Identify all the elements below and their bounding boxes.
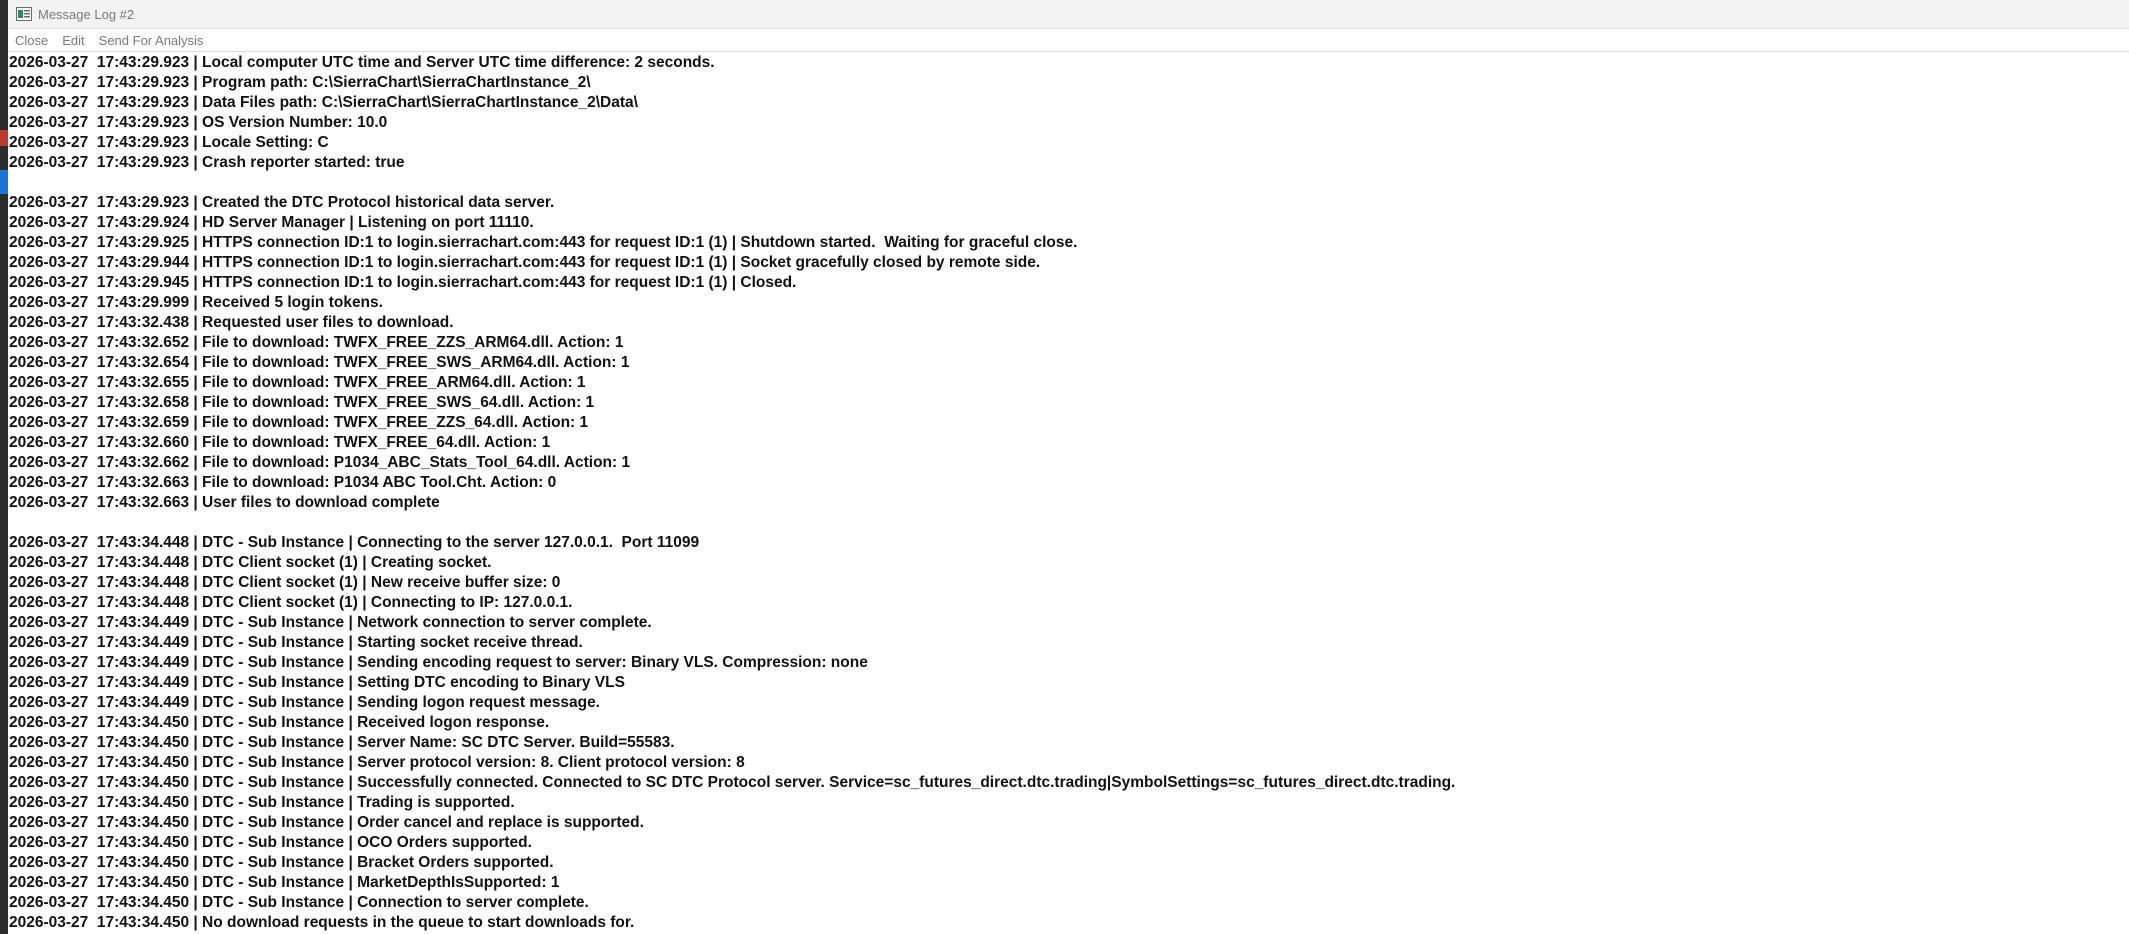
menu-edit[interactable]: Edit [62, 32, 85, 48]
message-log-window [8, 0, 2129, 934]
log-line: 2026-03-27 17:43:34.448 | DTC Client socket (1) | New receive buffer size: 0 [9, 574, 561, 591]
log-line [9, 173, 2129, 193]
log-line: 2026-03-27 17:43:32.663 | File to download: P1034 ABC Tool.Cht. Action: 0 [9, 474, 557, 491]
menu-bar [8, 29, 2129, 52]
log-line [9, 513, 2129, 533]
log-line: 2026-03-27 17:43:34.450 | DTC - Sub Instance | OCO Orders supported. [9, 834, 532, 851]
log-line: 2026-03-27 17:43:32.438 | Requested user files to download. [9, 314, 454, 331]
log-line: 2026-03-27 17:43:34.450 | DTC - Sub Instance | Successfully connected. Connected to SC DTC Protocol server. Service=sc_futures_direct.dtc.trading|SymbolSettings=sc_futures_direct.dtc.trading. [9, 774, 1456, 791]
menu-close[interactable]: Close [15, 32, 49, 48]
background-window-accent-red [0, 130, 8, 146]
window-title: Message Log #2 [38, 6, 135, 22]
log-line: 2026-03-27 17:43:34.449 | DTC - Sub Instance | Sending encoding request to server: Binary VLS. Compression: none [9, 654, 868, 671]
log-line: 2026-03-27 17:43:34.450 | DTC - Sub Instance | Trading is supported. [9, 794, 515, 811]
log-line: 2026-03-27 17:43:29.923 | Created the DTC Protocol historical data server. [9, 194, 555, 211]
log-line: 2026-03-27 17:43:34.450 | DTC - Sub Instance | Bracket Orders supported. [9, 854, 554, 871]
menu-send-for-analysis[interactable]: Send For Analysis [98, 32, 204, 48]
log-line: 2026-03-27 17:43:32.658 | File to download: TWFX_FREE_SWS_64.dll. Action: 1 [9, 394, 595, 411]
log-line: 2026-03-27 17:43:29.923 | Data Files path: C:\SierraChart\SierraChartInstance_2\Data\ [9, 94, 638, 111]
log-line: 2026-03-27 17:43:34.448 | DTC Client socket (1) | Connecting to IP: 127.0.0.1. [9, 594, 573, 611]
log-line: 2026-03-27 17:43:34.448 | DTC Client socket (1) | Creating socket. [9, 554, 492, 571]
log-line: 2026-03-27 17:43:29.923 | OS Version Number: 10.0 [9, 114, 388, 131]
title-bar[interactable] [8, 0, 2129, 29]
log-line: 2026-03-27 17:43:34.449 | DTC - Sub Instance | Network connection to server complete. [9, 614, 652, 631]
log-line: 2026-03-27 17:43:29.923 | Crash reporter started: true [9, 154, 405, 171]
message-log-list[interactable] [9, 51, 2129, 934]
log-line: 2026-03-27 17:43:34.450 | No download requests in the queue to start downloads for. [9, 914, 635, 931]
log-line: 2026-03-27 17:43:32.659 | File to download: TWFX_FREE_ZZS_64.dll. Action: 1 [9, 414, 589, 431]
log-line: 2026-03-27 17:43:29.945 | HTTPS connection ID:1 to login.sierrachart.com:443 for request ID:1 (1) | Closed. [9, 274, 797, 291]
log-line: 2026-03-27 17:43:32.652 | File to download: TWFX_FREE_ZZS_ARM64.dll. Action: 1 [9, 334, 624, 351]
log-line: 2026-03-27 17:43:34.450 | DTC - Sub Instance | MarketDepthIsSupported: 1 [9, 874, 560, 891]
log-line: 2026-03-27 17:43:34.450 | DTC - Sub Instance | Server protocol version: 8. Client protocol version: 8 [9, 754, 745, 771]
log-line: 2026-03-27 17:43:34.450 | DTC - Sub Instance | Received logon response. [9, 714, 550, 731]
log-line: 2026-03-27 17:43:32.654 | File to download: TWFX_FREE_SWS_ARM64.dll. Action: 1 [9, 354, 630, 371]
log-line: 2026-03-27 17:43:29.944 | HTTPS connection ID:1 to login.sierrachart.com:443 for request ID:1 (1) | Socket gracefully closed by remote side. [9, 254, 1041, 271]
log-line: 2026-03-27 17:43:29.923 | Program path: C:\SierraChart\SierraChartInstance_2\ [9, 74, 591, 91]
log-line: 2026-03-27 17:43:34.450 | DTC - Sub Instance | Order cancel and replace is supported. [9, 814, 644, 831]
background-window-edge [0, 0, 8, 934]
log-line: 2026-03-27 17:43:32.663 | User files to download complete [9, 494, 440, 511]
log-line: 2026-03-27 17:43:34.450 | DTC - Sub Instance | Connection to server complete. [9, 894, 589, 911]
log-line: 2026-03-27 17:43:34.449 | DTC - Sub Instance | Starting socket receive thread. [9, 634, 583, 651]
log-line: 2026-03-27 17:43:29.923 | Locale Setting: C [9, 134, 329, 151]
log-line: 2026-03-27 17:43:29.924 | HD Server Manager | Listening on port 11110. [9, 214, 534, 231]
app-icon [16, 7, 32, 21]
log-line: 2026-03-27 17:43:32.662 | File to download: P1034_ABC_Stats_Tool_64.dll. Action: 1 [9, 454, 631, 471]
log-line: 2026-03-27 17:43:34.449 | DTC - Sub Instance | Sending logon request message. [9, 694, 600, 711]
log-line: 2026-03-27 17:43:34.450 | DTC - Sub Instance | Server Name: SC DTC Server. Build=55583. [9, 734, 675, 751]
log-line: 2026-03-27 17:43:32.660 | File to download: TWFX_FREE_64.dll. Action: 1 [9, 434, 551, 451]
background-window-accent-blue [0, 170, 8, 194]
log-line: 2026-03-27 17:43:29.999 | Received 5 login tokens. [9, 294, 383, 311]
log-line: 2026-03-27 17:43:29.923 | Local computer UTC time and Server UTC time difference: 2 seconds. [9, 54, 715, 71]
log-line: 2026-03-27 17:43:32.655 | File to download: TWFX_FREE_ARM64.dll. Action: 1 [9, 374, 586, 391]
log-line: 2026-03-27 17:43:34.448 | DTC - Sub Instance | Connecting to the server 127.0.0.1. Port 11099 [9, 534, 700, 551]
log-line: 2026-03-27 17:43:34.449 | DTC - Sub Instance | Setting DTC encoding to Binary VLS [9, 674, 625, 691]
log-line: 2026-03-27 17:43:29.925 | HTTPS connection ID:1 to login.sierrachart.com:443 for request ID:1 (1) | Shutdown started. Waiting for graceful close. [9, 234, 1078, 251]
